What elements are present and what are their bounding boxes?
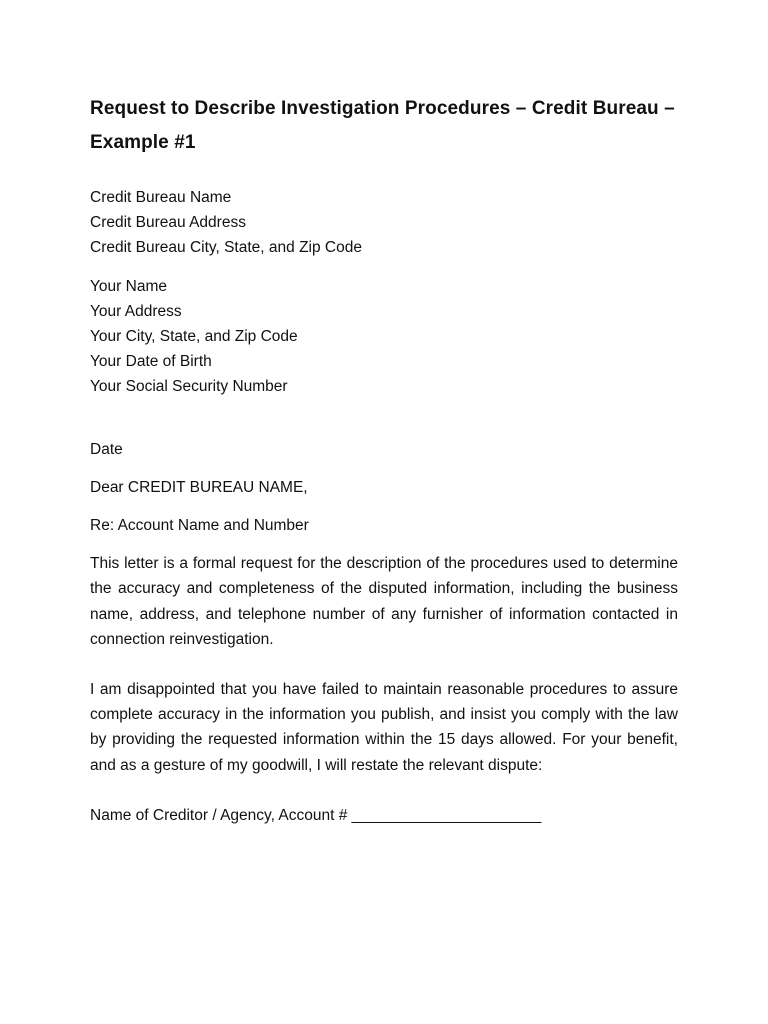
paragraph-request: This letter is a formal request for the description of the procedures used to determine the accuracy and completeness of the disputed information, including the business name, address, and telephone number of any furnisher of information contacted in connection reinvestigation. — [90, 555, 678, 648]
sender-address: Your Address — [90, 302, 182, 320]
sender-ssn: Your Social Security Number — [90, 378, 288, 396]
sender-name: Your Name — [90, 277, 167, 295]
document-title: Request to Describe Investigation Procedures – Credit Bureau – Example #1 — [90, 98, 675, 153]
bureau-name: Credit Bureau Name — [90, 189, 232, 206]
paragraph-disappointment: I am disappointed that you have failed to maintain reasonable procedures to assure complete accuracy in the information you publish, and insist you comply with the law by providing the requested information within the 15 days allowed. For your benefit, and as a gesture of my goodwill, I will restate the relevant dispute: — [90, 681, 678, 774]
bureau-city-state-zip: Credit Bureau City, State, and Zip Code — [90, 239, 362, 257]
sender-block — [90, 274, 678, 400]
creditor-account-line: Name of Creditor / Agency, Account # ______________________ — [90, 806, 542, 824]
sender-dob: Your Date of Birth — [90, 353, 212, 371]
sender-city-state-zip: Your City, State, and Zip Code — [90, 328, 298, 346]
re-line: Re: Account Name and Number — [90, 517, 309, 535]
bureau-address-block — [90, 185, 678, 261]
bureau-address: Credit Bureau Address — [90, 214, 246, 232]
letter-date: Date — [90, 440, 123, 458]
letter-body — [90, 92, 678, 828]
salutation: Dear CREDIT BUREAU NAME, — [90, 478, 308, 496]
